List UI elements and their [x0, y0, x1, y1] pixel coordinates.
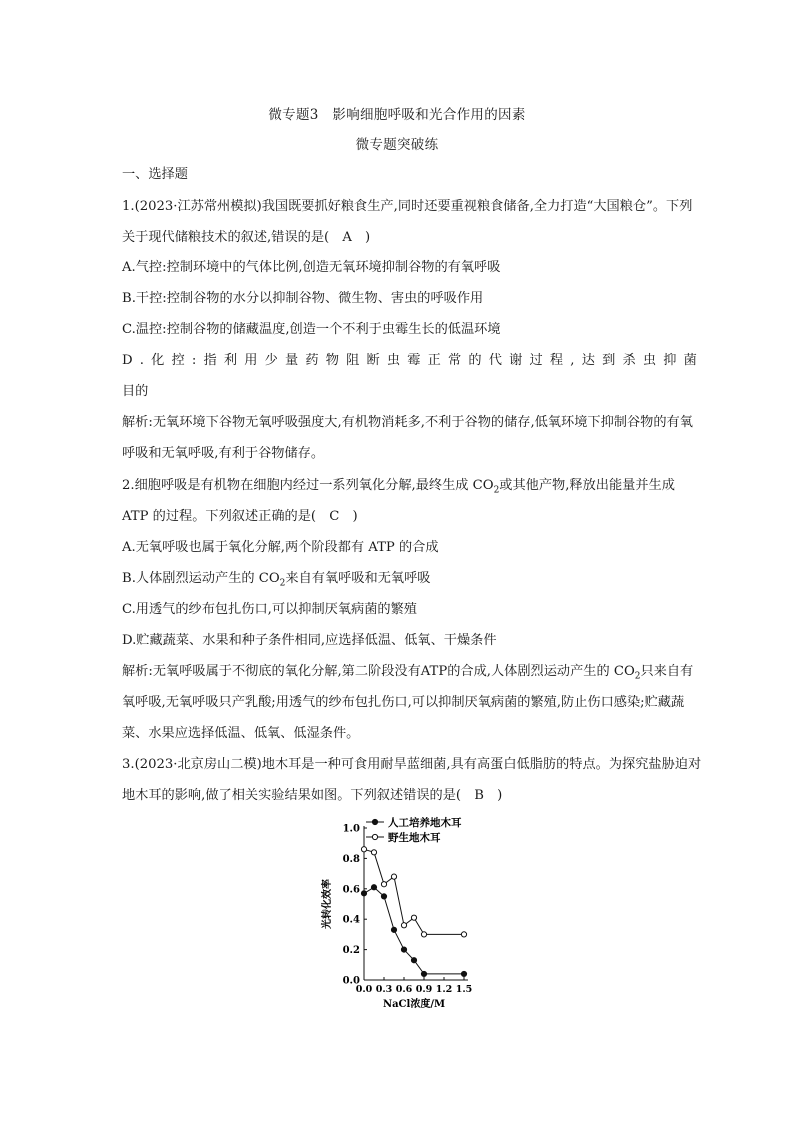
q2-option-b-subscript: 2	[279, 578, 286, 589]
q1-stem-line1: 1.(2023·江苏常州模拟)我国既要抓好粮食生产,同时还要重视粮食储备,全力打造“大国粮仓”。下列	[122, 199, 693, 214]
spread-char-16: 正	[427, 353, 441, 368]
chart-y-axis-label: 光转化效率	[322, 879, 333, 929]
spread-char-9: 量	[285, 353, 299, 368]
spread-char-10: 药	[305, 353, 319, 368]
spread-char-7: 用	[244, 353, 258, 368]
spread-char-20: 谢	[509, 353, 523, 368]
page-subtitle: 微专题突破练	[355, 137, 439, 153]
legend-label-1: 野生地木耳	[388, 832, 441, 844]
chart-legend	[366, 816, 462, 844]
spread-char-19: 代	[488, 353, 502, 368]
q1-explanation-line2: 呼吸和无氧呼吸,有利于谷物储存。	[122, 446, 325, 461]
spread-char-24: 达	[581, 353, 595, 368]
q3-stem-line2: 地木耳的影响,做了相关实验结果如图。下列叙述错误的是( B )	[122, 788, 503, 803]
chart-series-lines	[364, 849, 464, 974]
spread-char-4: :	[191, 353, 197, 368]
spread-char-6: 利	[223, 353, 238, 368]
series-1-point-3	[391, 874, 396, 879]
chart-x-axis-label: NaCl浓度/M	[382, 999, 446, 1010]
q2-option-d: D.贮藏蔬菜、水果和种子条件相同,应选择低温、低氧、干燥条件	[122, 633, 497, 648]
q2-option-a: A.无氧呼吸也属于氧化分解,两个阶段都有 ATP 的合成	[122, 540, 439, 555]
q1-option-c: C.温控:控制谷物的储藏温度,创造一个不利于虫霉生长的低温环境	[122, 322, 501, 337]
series-0-point-3	[391, 927, 396, 932]
spread-char-21: 过	[529, 353, 543, 368]
spread-char-5: 指	[203, 353, 217, 368]
x-tick-label-2: 0.6	[395, 984, 413, 995]
q2-explanation-line1-part2: 只来自有	[640, 664, 694, 679]
spread-char-28: 抑	[663, 353, 677, 368]
series-1-point-7	[461, 932, 466, 937]
q1-explanation-line1: 解析:无氧环境下谷物无氧呼吸强度大,有机物消耗多,不利于谷物的储存,低氧环境下抑制谷物的有氧	[122, 415, 693, 430]
salt-stress-line-chart	[318, 812, 478, 1022]
y-tick-label-1: 0.2	[342, 945, 360, 957]
chart-axes	[364, 826, 468, 980]
series-0-point-0	[361, 891, 366, 896]
series-1-point-5	[411, 915, 416, 920]
y-tick-label-3: 0.6	[342, 884, 360, 896]
q2-stem-subscript: 2	[493, 485, 500, 496]
q1-option-d-line2: 目的	[122, 384, 149, 399]
y-tick-label-2: 0.4	[342, 914, 360, 926]
legend-marker-0	[372, 819, 377, 824]
x-tick-label-4: 1.2	[435, 984, 453, 995]
series-1-point-4	[401, 923, 406, 928]
q2-stem-line2: ATP 的过程。下列叙述正确的是( C )	[122, 509, 358, 524]
spread-char-15: 霉	[407, 353, 421, 368]
spread-char-13: 断	[366, 353, 380, 368]
spread-char-29: 菌	[683, 353, 697, 368]
spread-char-17: 常	[448, 353, 462, 368]
series-1-point-2	[381, 882, 386, 887]
series-0-point-5	[411, 958, 416, 963]
y-tick-label-4: 0.8	[342, 853, 360, 865]
series-0-point-7	[461, 971, 466, 976]
series-1-point-6	[421, 932, 426, 937]
spread-char-27: 虫	[642, 353, 656, 368]
q2-stem-line1-part1: 2.细胞呼吸是有机物在细胞内经过一系列氧化分解,最终生成 CO	[122, 478, 494, 493]
y-tick-label-0: 0.0	[342, 975, 360, 987]
series-0-point-6	[421, 971, 426, 976]
series-0-point-4	[401, 947, 406, 952]
spread-char-14: 虫	[386, 353, 401, 368]
q2-stem-line1	[122, 476, 697, 501]
legend-label-0: 人工培养地木耳	[388, 817, 462, 829]
q2-option-c: C.用透气的纱布包扎伤口,可以抑制厌氧病菌的繁殖	[122, 602, 417, 617]
q2-option-b	[122, 569, 697, 594]
y-tick-label-5: 1.0	[342, 823, 360, 835]
q3-stem-line1: 3.(2023·北京房山二模)地木耳是一种可食用耐旱蓝细菌,具有高蛋白低脂肪的特点。为探究盐胁迫对	[122, 757, 702, 772]
spread-char-23: ,	[570, 353, 575, 368]
spread-char-12: 阻	[346, 353, 360, 368]
x-tick-label-5: 1.5	[455, 984, 473, 995]
spread-char-0: D	[122, 353, 133, 368]
q2-stem-line1-part2: 或其他产物,释放出能量并生成	[499, 478, 675, 493]
spread-char-25: 到	[602, 353, 616, 368]
q2-option-b-part2: 来自有氧呼吸和无氧呼吸	[285, 571, 431, 586]
spread-char-2: 化	[151, 353, 165, 368]
section-heading: 一、选择题	[122, 167, 188, 182]
spread-char-1: .	[139, 353, 144, 368]
page-title: 微专题3 影响细胞呼吸和光合作用的因素	[268, 107, 526, 123]
spread-char-11: 物	[325, 353, 339, 368]
spread-char-26: 杀	[622, 353, 636, 368]
spread-char-22: 程	[549, 353, 564, 368]
spread-char-3: 控	[171, 353, 185, 368]
legend-marker-1	[372, 834, 377, 839]
q1-stem-line2: 关于现代储粮技术的叙述,错误的是( A )	[122, 230, 371, 245]
q2-explanation-line3: 菜、水果应选择低温、低氧、低湿条件。	[122, 726, 360, 741]
q2-explanation-line1	[122, 662, 697, 687]
x-tick-label-3: 0.9	[415, 984, 433, 995]
spread-char-18: 的	[468, 353, 482, 368]
q2-option-b-part1: B.人体剧烈运动产生的 CO	[122, 571, 280, 586]
q1-option-a: A.气控:控制环境中的气体比例,创造无氧环境抑制谷物的有氧呼吸	[122, 260, 501, 275]
q2-explanation-line1-part1: 解析:无氧呼吸属于不彻底的氧化分解,第二阶段没有ATP的合成,人体剧烈运动产生的 CO	[122, 664, 635, 679]
spread-char-8: 少	[264, 353, 278, 368]
q1-option-d-line1	[122, 351, 697, 371]
series-0-point-2	[381, 894, 386, 899]
x-tick-label-0: 0.0	[355, 984, 373, 995]
chart-series-points	[361, 847, 466, 977]
q1-option-b: B.干控:控制谷物的水分以抑制谷物、微生物、害虫的呼吸作用	[122, 291, 484, 306]
q2-explanation-subscript: 2	[634, 671, 641, 682]
series-1-point-1	[371, 850, 376, 855]
series-0-point-1	[371, 885, 376, 890]
q2-explanation-line2: 氧呼吸,无氧呼吸只产乳酸;用透气的纱布包扎伤口,可以抑制厌氧病菌的繁殖,防止伤口感染;贮藏蔬	[122, 695, 685, 710]
x-tick-label-1: 0.3	[375, 984, 393, 995]
series-1-point-0	[361, 847, 366, 852]
